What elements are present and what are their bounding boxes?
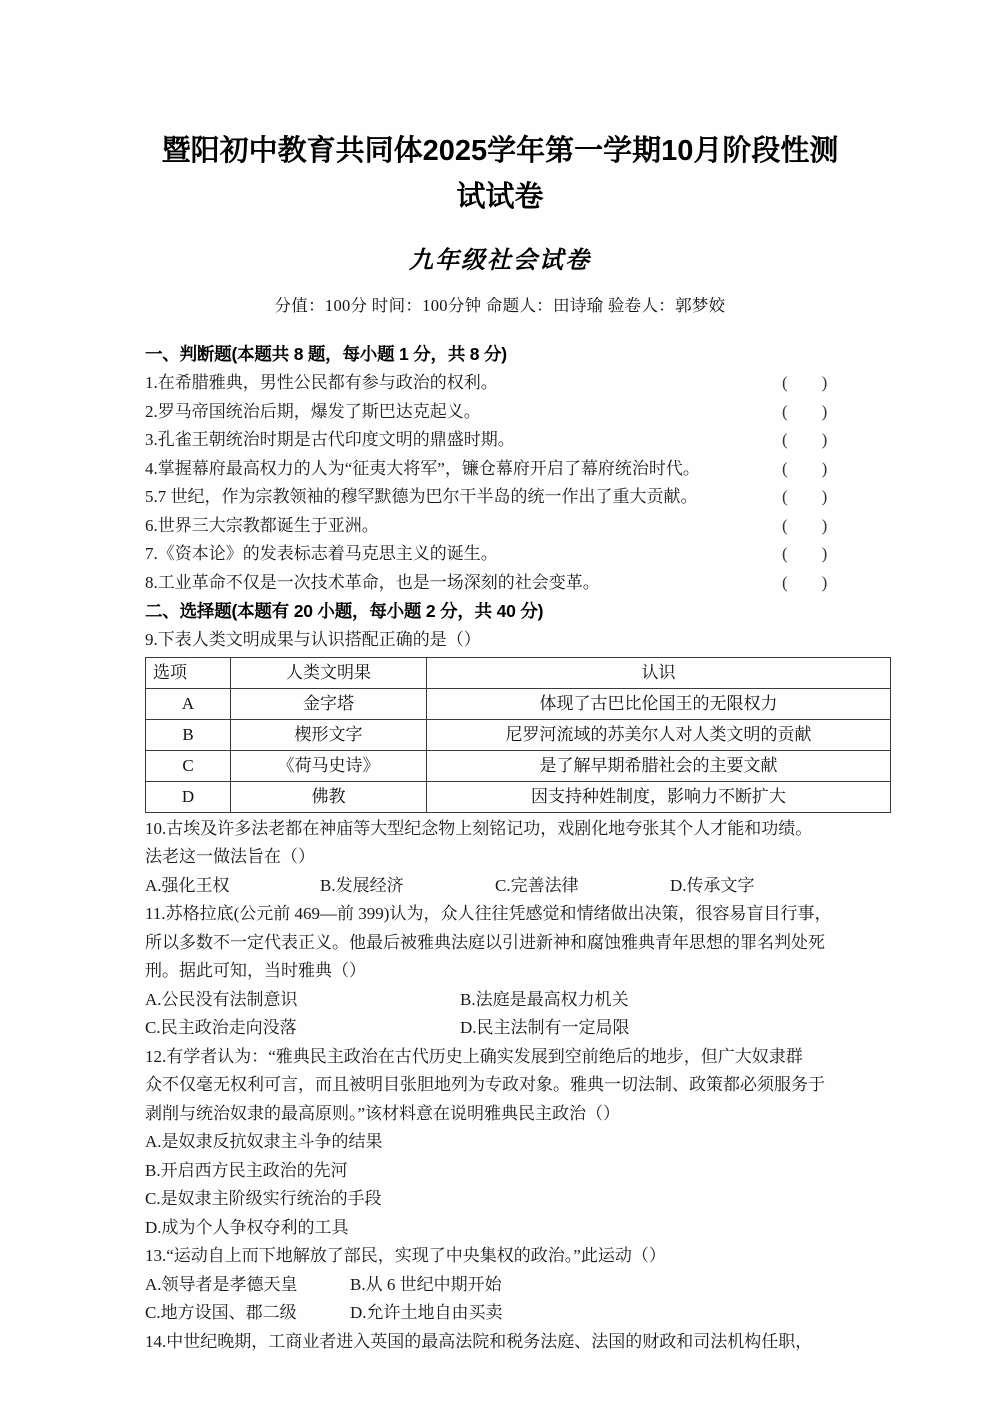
question-11-stem-line1: 11.苏格拉底(公元前 469—前 399)认为，众人往往凭感觉和情绪做出决策，很容易盲目行事， bbox=[145, 904, 832, 923]
question-14-stem-line1: 14.中世纪晚期，工商业者进入英国的最高法院和税务法庭、法国的财政和司法机构任职， bbox=[145, 1331, 813, 1351]
question-text: 6.世界三大宗教都诞生于亚洲。 bbox=[145, 515, 379, 535]
question-10-stem-line2 bbox=[145, 843, 860, 872]
answer-bracket[interactable] bbox=[770, 569, 860, 598]
bracket-right: ) bbox=[821, 430, 828, 449]
table-header-row bbox=[146, 657, 891, 688]
answer-bracket[interactable] bbox=[770, 512, 860, 541]
question-text: 4.掌握幕府最高权力的人为“征夷大将军”，镰仓幕府开启了幕府统治时代。 bbox=[145, 458, 700, 478]
bracket-right: ) bbox=[821, 373, 828, 392]
list-item bbox=[145, 369, 860, 398]
option-d[interactable]: D.成为个人争权夺利的工具 bbox=[145, 1217, 349, 1237]
answer-bracket[interactable] bbox=[770, 455, 860, 484]
bracket-right: ) bbox=[821, 487, 828, 506]
question-10-options bbox=[145, 872, 860, 901]
list-item bbox=[145, 512, 860, 541]
question-text: 7.《资本论》的发表标志着马克思主义的诞生。 bbox=[145, 544, 498, 563]
option-b[interactable]: B.从 6 世纪中期开始 bbox=[350, 1274, 502, 1294]
question-13-stem-text: 13.“运动自上而下地解放了部民，实现了中央集权的政治。”此运动（ bbox=[145, 1246, 649, 1265]
true-false-question-list bbox=[145, 369, 860, 597]
cell-understanding: 尼罗河流域的苏美尔人对人类文明的贡献 bbox=[427, 719, 891, 750]
list-item bbox=[145, 455, 860, 484]
cell-option: D bbox=[146, 781, 231, 812]
question-9-stem bbox=[145, 626, 860, 655]
table-row[interactable] bbox=[146, 688, 891, 719]
question-12-stem-line1: 12.有学者认为：“雅典民主政治在古代历史上确实发展到空前绝后的地步，但广大奴隶群 bbox=[145, 1046, 803, 1066]
list-item bbox=[145, 398, 860, 427]
question-9-stem-text: 9.下表人类文明成果与认识搭配正确的是（ bbox=[145, 630, 464, 649]
question-11-stem-line3 bbox=[145, 957, 860, 986]
option-d[interactable]: D.传承文字 bbox=[670, 875, 755, 895]
bracket-right: ) bbox=[821, 458, 828, 478]
bracket-left: ( bbox=[782, 572, 788, 592]
question-11-options bbox=[145, 986, 860, 1043]
answer-bracket[interactable] bbox=[770, 398, 860, 427]
bracket-left: ( bbox=[782, 458, 788, 478]
option-b[interactable]: B.开启西方民主政治的先河 bbox=[145, 1160, 348, 1180]
answer-bracket[interactable] bbox=[770, 426, 860, 455]
exam-info-line: 分值：100分 时间：100分钟 命题人：田诗瑜 验卷人：郭梦姣 bbox=[274, 296, 726, 315]
bracket-left: ( bbox=[782, 487, 788, 506]
question-12-options bbox=[145, 1128, 860, 1242]
list-item bbox=[145, 426, 860, 455]
column-header-option: 选项 bbox=[146, 657, 231, 688]
bracket-left: ( bbox=[782, 401, 788, 421]
question-10-stem-text: 法老这一做法旨在（ bbox=[145, 847, 298, 866]
exam-content bbox=[0, 318, 1000, 1356]
cell-option: A bbox=[146, 688, 231, 719]
cell-understanding: 因支持种姓制度，影响力不断扩大 bbox=[427, 781, 891, 812]
bracket-right: ) bbox=[821, 544, 828, 563]
cell-understanding: 是了解早期希腊社会的主要文献 bbox=[427, 750, 891, 781]
question-13-stem bbox=[145, 1242, 860, 1271]
question-text: 3.孔雀王朝统治时期是古代印度文明的鼎盛时期。 bbox=[145, 430, 515, 449]
list-item bbox=[145, 540, 860, 569]
question-12-stem-close: ） bbox=[603, 1103, 621, 1123]
page-subtitle: 九年级社会试卷 bbox=[409, 248, 591, 274]
question-13-stem-close: ） bbox=[648, 1246, 666, 1265]
bracket-left: ( bbox=[782, 373, 788, 392]
question-12-stem-line2: 众不仅毫无权利可言，而且被明目张胆地列为专政对象。雅典一切法制、政策都必须服务于 bbox=[145, 1075, 825, 1094]
list-item bbox=[145, 483, 860, 512]
option-a[interactable]: A.公民没有法制意识 bbox=[145, 989, 298, 1009]
bracket-right: ) bbox=[821, 572, 828, 592]
section-heading-true-false: 一、判断题(本题共 8 题，每小题 1 分，共 8 分) bbox=[145, 344, 507, 364]
option-c[interactable]: C.民主政治走向没落 bbox=[145, 1018, 297, 1037]
bracket-left: ( bbox=[782, 430, 788, 449]
question-11-stem-close: ） bbox=[349, 961, 366, 980]
answer-bracket[interactable] bbox=[770, 540, 860, 569]
question-13-options bbox=[145, 1271, 860, 1328]
question-10-stem-close: ） bbox=[298, 847, 315, 866]
option-a[interactable]: A.是奴隶反抗奴隶主斗争的结果 bbox=[145, 1132, 383, 1151]
question-text: 8.工业革命不仅是一次技术革命，也是一场深刻的社会变革。 bbox=[145, 572, 600, 592]
option-b[interactable]: B.法庭是最高权力机关 bbox=[460, 989, 629, 1009]
column-header-understanding: 认识 bbox=[427, 657, 891, 688]
question-12-stem-text: 剥削与统治奴隶的最高原则。”该材料意在说明雅典民主政治（ bbox=[145, 1103, 604, 1123]
cell-achievement: 佛教 bbox=[231, 781, 427, 812]
question-10-stem-line1: 10.古埃及许多法老都在神庙等大型纪念物上刻铭记功，戏剧化地夸张其个人才能和功绩。 bbox=[145, 818, 813, 838]
table-row[interactable] bbox=[146, 750, 891, 781]
cell-achievement: 金字塔 bbox=[231, 688, 427, 719]
table-row[interactable] bbox=[146, 719, 891, 750]
question-text: 2.罗马帝国统治后期，爆发了斯巴达克起义。 bbox=[145, 401, 481, 421]
column-header-achievement: 人类文明果 bbox=[231, 657, 427, 688]
option-c[interactable]: C.完善法律 bbox=[495, 875, 579, 895]
question-text: 5.7 世纪，作为宗教领袖的穆罕默德为巴尔干半岛的统一作出了重大贡献。 bbox=[145, 487, 698, 506]
cell-achievement: 楔形文字 bbox=[231, 719, 427, 750]
option-a[interactable]: A.领导者是孝德天皇 bbox=[145, 1274, 298, 1294]
answer-bracket[interactable] bbox=[770, 483, 860, 512]
question-11-stem-text: 刑。据此可知，当时雅典（ bbox=[145, 961, 349, 980]
section-heading-multiple-choice: 二、选择题(本题有 20 小题，每小题 2 分，共 40 分) bbox=[145, 601, 544, 621]
question-11-stem-line2: 所以多数不一定代表正义。他最后被雅典法庭以引进新神和腐蚀雅典青年思想的罪名判处死 bbox=[145, 932, 825, 952]
option-c[interactable]: C.是奴隶主阶级实行统治的手段 bbox=[145, 1189, 382, 1208]
table-row[interactable] bbox=[146, 781, 891, 812]
option-d[interactable]: D.民主法制有一定局限 bbox=[460, 1018, 630, 1037]
cell-option: C bbox=[146, 750, 231, 781]
option-c[interactable]: C.地方设国、郡二级 bbox=[145, 1303, 297, 1322]
question-12-stem-line3 bbox=[145, 1100, 860, 1129]
page-title: 暨阳初中教育共同体2025学年第一学期10月阶段性测试试卷 bbox=[161, 135, 839, 213]
bracket-right: ) bbox=[821, 515, 828, 535]
bracket-right: ) bbox=[821, 401, 828, 421]
list-item bbox=[145, 569, 860, 598]
answer-bracket[interactable] bbox=[770, 369, 860, 398]
cell-option: B bbox=[146, 719, 231, 750]
option-a[interactable]: A.强化王权 bbox=[145, 875, 230, 895]
civilization-table bbox=[145, 657, 891, 813]
cell-understanding: 体现了古巴比伦国王的无限权力 bbox=[427, 688, 891, 719]
cell-achievement: 《荷马史诗》 bbox=[231, 750, 427, 781]
option-d[interactable]: D.允许土地自由买卖 bbox=[350, 1303, 503, 1322]
question-9-stem-close: ） bbox=[463, 630, 481, 649]
bracket-left: ( bbox=[782, 515, 788, 535]
bracket-left: ( bbox=[782, 544, 788, 563]
option-b[interactable]: B.发展经济 bbox=[320, 875, 404, 895]
question-text: 1.在希腊雅典，男性公民都有参与政治的权利。 bbox=[145, 373, 498, 392]
